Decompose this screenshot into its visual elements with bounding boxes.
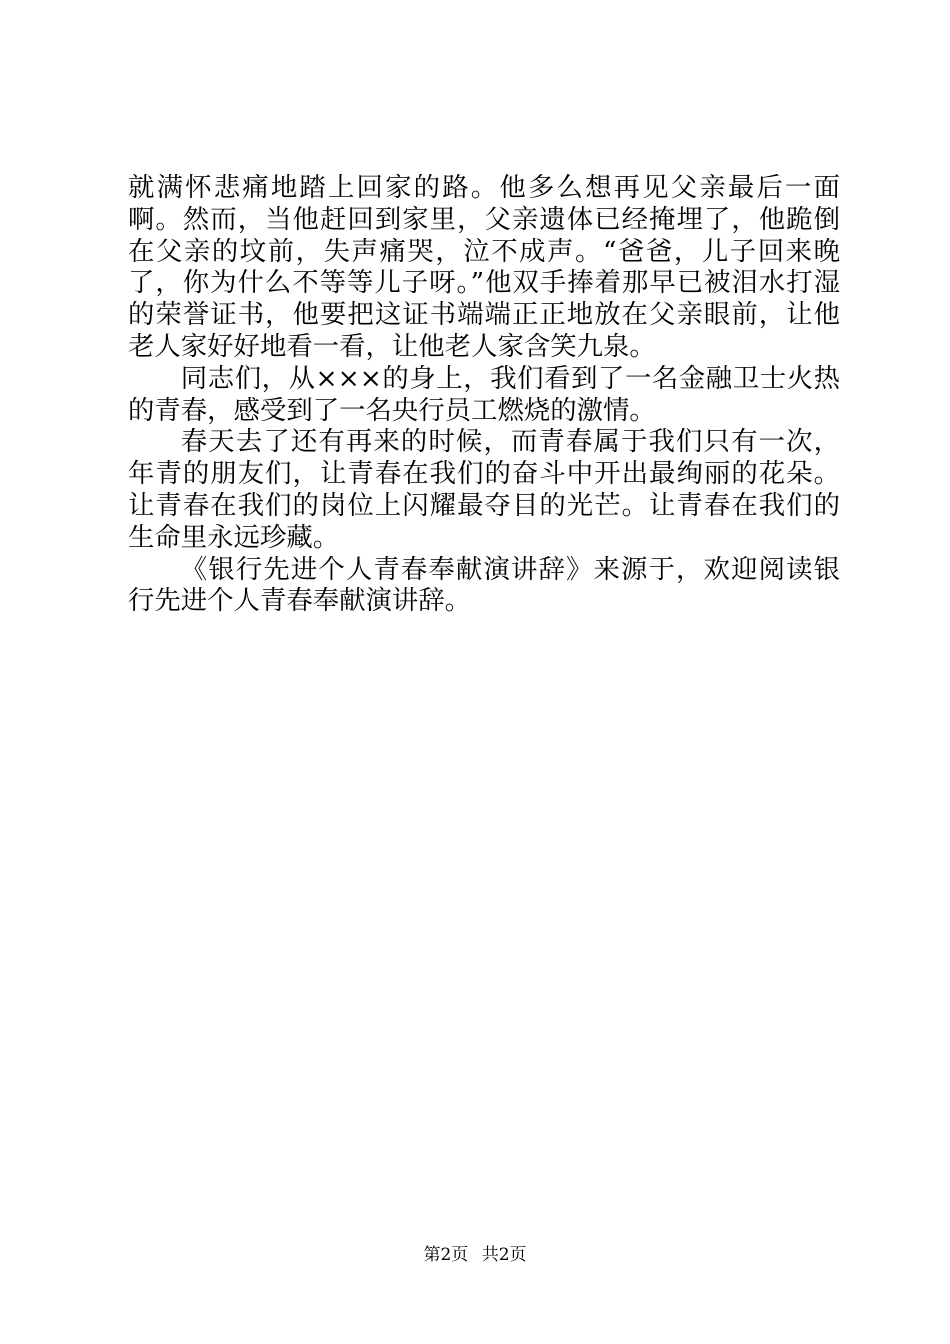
page-number-current: 第2页 <box>423 1245 469 1265</box>
page-footer <box>0 1244 950 1266</box>
document-body <box>128 172 840 617</box>
paragraph-1: 就满怀悲痛地踏上回家的路。他多么想再见父亲最后一面啊。然而，当他赶回到家里，父亲遗体已经掩埋了，他跪倒在父亲的坟前，失声痛哭，泣不成声。“爸爸，儿子回来晚了，你为什么不等等儿子呀。”他双手捧着那早已被泪水打湿的荣誉证书，他要把这证书端端正正地放在父亲眼前，让他老人家好好地看一看，让他老人家含笑九泉。 <box>128 172 840 362</box>
paragraph-3: 春天去了还有再来的时候，而青春属于我们只有一次，年青的朋友们，让青春在我们的奋斗中开出最绚丽的花朵。让青春在我们的岗位上闪耀最夺目的光芒。让青春在我们的生命里永远珍藏。 <box>128 426 840 553</box>
paragraph-4: 《银行先进个人青春奉献演讲辞》来源于，欢迎阅读银行先进个人青春奉献演讲辞。 <box>128 553 840 617</box>
paragraph-2: 同志们，从×××的身上，我们看到了一名金融卫士火热的青春，感受到了一名央行员工燃烧的激情。 <box>128 362 840 426</box>
page-number-total: 共2页 <box>481 1245 527 1265</box>
